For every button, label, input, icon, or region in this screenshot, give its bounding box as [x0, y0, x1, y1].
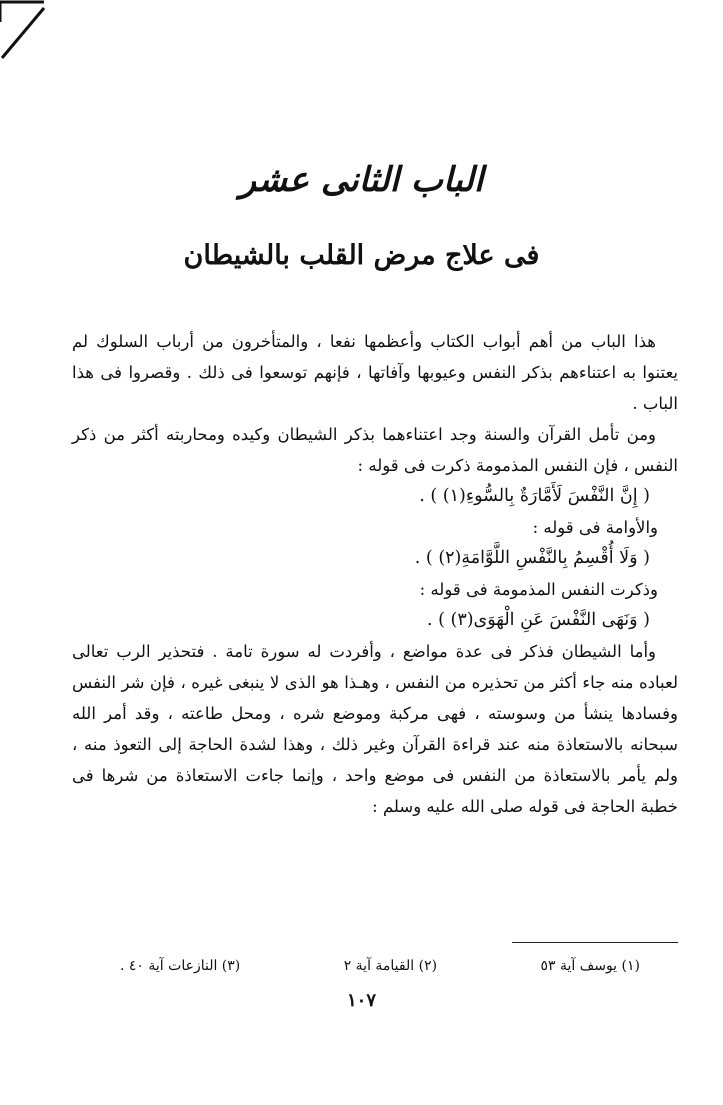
corner-scan-mark	[0, 0, 50, 60]
footnote: (٣) النازعات آية ٤٠ .	[120, 958, 241, 974]
body-text	[72, 326, 678, 822]
quran-quote: ( وَلَا أُقْسِمُ بِالنَّفْسِ اللَّوَّامَةِ(٢) ) .	[414, 548, 650, 568]
paragraph: ومن تأمل القرآن والسنة وجد اعتناءهما بذكر الشيطان وكيده ومحاربته أكثر من ذكر النفس ، فإن النفس المذمومة ذكرت فى قوله :	[72, 425, 678, 475]
footnote: (٢) القيامة آية ٢	[343, 958, 438, 974]
footnote-divider	[512, 942, 678, 943]
paragraph: هذا الباب من أهم أبواب الكتاب وأعظمها نفعا ، والمتأخرون من أرباب السلوك لم يعتنوا به اعتناءهم بذكر النفس وعيوبها وآفاتها ، فإنهم توسعوا فى ذلك . وقصروا فى هذا الباب .	[72, 332, 678, 413]
paragraph: والأوامة فى قوله :	[532, 518, 658, 537]
quran-quote: ( وَنَهَى النَّفْسَ عَنِ الْهَوَى(٣) ) .	[426, 610, 650, 630]
paragraph: وذكرت النفس المذمومة فى قوله :	[419, 580, 658, 599]
footnotes	[120, 958, 640, 974]
chapter-subtitle: فى علاج مرض القلب بالشيطان	[183, 240, 540, 271]
page-number: ١٠٧	[346, 990, 376, 1011]
paragraph: وأما الشيطان فذكر فى عدة مواضع ، وأفردت له سورة تامة . فتحذير الرب تعالى لعباده منه جاء أكثر من تحذيره من النفس ، وهـذا هو الذى لا ينبغى غيره ، فإن شر النفس وفسادها ينشأ من وسوسته ، فهى مركبة وموضع شره ، ومحل طاعته ، وقد أمر الله سبحانه بالاستعاذة منه عند قراءة القرآن وغير ذلك ، وهذا لشدة الحاجة إلى التعوذ منه ، ولم يأمر بالاستعاذة من النفس فى موضع واحد ، وإنما جاءت الاستعاذة من شرها فى خطبة الحاجة فى قوله صلى الله عليه وسلم :	[72, 642, 678, 816]
quran-quote: ( إِنَّ النَّفْسَ لَأَمَّارَةٌ بِالسُّوءِ(١) ) .	[419, 486, 650, 506]
chapter-title: الباب الثانى عشر	[239, 160, 484, 200]
footnote: (١) يوسف آية ٥٣	[540, 958, 640, 974]
